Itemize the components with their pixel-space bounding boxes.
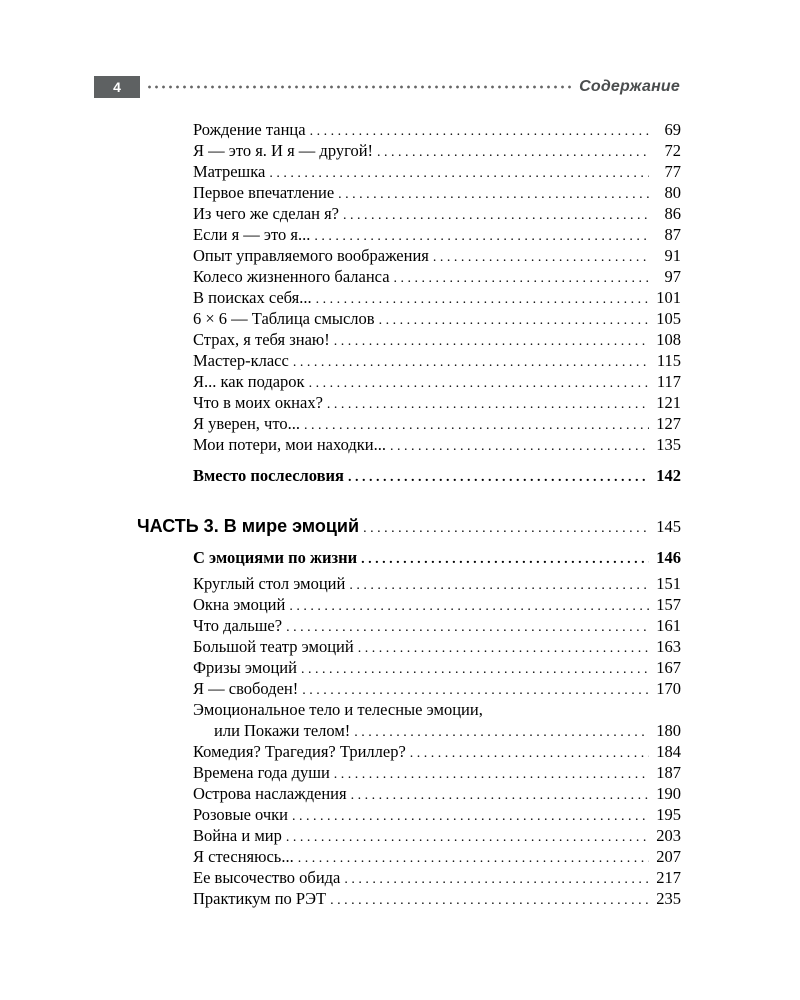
toc-entry-wrapped-line1[interactable]: Эмоциональное тело и телесные эмоции, [193, 700, 483, 719]
dot-leader [379, 310, 649, 331]
chapter-title: С эмоциями по жизни [193, 548, 358, 567]
toc-entry-title: Что дальше? [193, 616, 283, 635]
toc-entry-title: 6 × 6 — Таблица смыслов [193, 309, 375, 328]
toc-entry-title: Рождение танца [193, 120, 306, 139]
toc-entry-page: 115 [656, 351, 681, 370]
toc-entry-title: Вместо послесловия [193, 466, 344, 485]
dot-leader [302, 680, 649, 701]
toc-entry-title: Я стесняюсь... [193, 847, 294, 866]
dot-leader [390, 436, 649, 457]
toc-entry[interactable] [193, 140, 681, 161]
toc-entry-title: Я — свободен! [193, 679, 299, 698]
dot-leader [286, 617, 649, 638]
toc-entry[interactable] [193, 434, 681, 455]
toc-entry-page: 146 [656, 548, 681, 567]
toc-entry[interactable] [193, 161, 681, 182]
toc-entry[interactable] [193, 678, 681, 699]
toc-entry[interactable] [193, 804, 681, 825]
toc-entry[interactable] [193, 287, 681, 308]
toc-entry-title: Война и мир [193, 826, 282, 845]
toc-entry[interactable] [193, 329, 681, 350]
running-header [94, 76, 680, 98]
toc-entry-page: 80 [664, 183, 681, 202]
toc-entry-title: Я — это я. И я — другой! [193, 141, 374, 160]
toc-entry[interactable] [193, 308, 681, 329]
dot-leader [351, 785, 649, 806]
toc-entry-page: 72 [664, 141, 681, 160]
header-dot-leader [146, 84, 573, 90]
toc-entry-page: 180 [656, 721, 681, 740]
toc-part-heading[interactable] [137, 513, 681, 539]
dot-leader [310, 121, 649, 142]
dot-leader [433, 247, 649, 268]
toc-entry-page: 127 [656, 414, 681, 433]
dot-leader [394, 268, 649, 289]
toc-entry-title: Ее высочество обида [193, 868, 341, 887]
toc-entry-title: Окна эмоций [193, 595, 286, 614]
dot-leader [349, 575, 649, 596]
toc-entry[interactable] [193, 371, 681, 392]
dot-leader [361, 549, 649, 570]
toc-entry[interactable] [193, 350, 681, 371]
toc-entry[interactable] [193, 594, 681, 615]
toc-entry-title: Я... как подарок [193, 372, 305, 391]
toc-entry[interactable] [193, 203, 681, 224]
dot-leader [289, 596, 649, 617]
part-title: ЧАСТЬ 3. В мире эмоций [137, 516, 360, 536]
toc-entry-page: 145 [656, 517, 681, 536]
toc-entry-page: 195 [656, 805, 681, 824]
toc-entry-title: Опыт управляемого воображения [193, 246, 429, 265]
toc-entry-title: Первое впечатление [193, 183, 335, 202]
toc-entry[interactable] [193, 846, 681, 867]
toc-entry-page: 77 [664, 162, 681, 181]
dot-leader [334, 331, 649, 352]
dot-leader [304, 415, 649, 436]
dot-leader [301, 659, 649, 680]
dot-leader [314, 226, 649, 247]
toc-entry-title: Если я — это я... [193, 225, 311, 244]
toc-entry[interactable] [193, 783, 681, 804]
toc-entry[interactable] [193, 119, 681, 140]
toc-entry-title: или Покажи телом! [214, 721, 351, 740]
toc-entry-afterword[interactable] [193, 465, 681, 486]
toc-entry-title: Фризы эмоций [193, 658, 297, 677]
toc-entry-title: Комедия? Трагедия? Триллер? [193, 742, 406, 761]
toc-entry-page: 190 [656, 784, 681, 803]
dot-leader [292, 806, 649, 827]
toc-entry[interactable] [193, 825, 681, 846]
toc-entry-page: 167 [656, 658, 681, 677]
toc-entry-page: 97 [664, 267, 681, 286]
toc-entry-page: 157 [656, 595, 681, 614]
toc-entry[interactable] [193, 573, 681, 594]
toc-entry-title: Мастер-класс [193, 351, 289, 370]
toc-entry-title: Розовые очки [193, 805, 288, 824]
toc-entry-page: 203 [656, 826, 681, 845]
toc-entry-title: Я уверен, что... [193, 414, 300, 433]
toc-chapter-heading[interactable] [193, 547, 681, 568]
section-title: Содержание [579, 78, 680, 95]
dot-leader [269, 163, 649, 184]
toc-entry-page: 235 [656, 889, 681, 908]
toc-entry-page: 108 [656, 330, 681, 349]
toc-entry[interactable] [193, 182, 681, 203]
dot-leader [344, 869, 649, 890]
toc-entry-page: 101 [656, 288, 681, 307]
toc-entry-page: 117 [656, 372, 681, 391]
toc-entry[interactable] [193, 413, 681, 434]
dot-leader [334, 764, 649, 785]
toc-entry-page: 86 [664, 204, 681, 223]
toc-entry-page: 87 [664, 225, 681, 244]
dot-leader [358, 638, 649, 659]
toc-entry-page: 69 [664, 120, 681, 139]
toc-entry-title: Колесо жизненного баланса [193, 267, 390, 286]
toc-entry[interactable] [193, 867, 681, 888]
dot-leader [286, 827, 649, 848]
toc-entry[interactable] [193, 245, 681, 266]
toc-entry[interactable] [193, 266, 681, 287]
toc-entry-title: Из чего же сделан я? [193, 204, 340, 223]
toc-entry-title: Матрешка [193, 162, 266, 181]
dot-leader [330, 890, 649, 911]
dot-leader [410, 743, 649, 764]
toc-entry-title: Острова наслаждения [193, 784, 347, 803]
toc-entry-page: 217 [656, 868, 681, 887]
dot-leader [348, 467, 649, 488]
dot-leader [293, 352, 649, 373]
toc-entry-title: Что в моих окнах? [193, 393, 323, 412]
toc-entry-page: 121 [656, 393, 681, 412]
toc-entry[interactable] [193, 741, 681, 762]
toc-entry-title: Большой театр эмоций [193, 637, 354, 656]
toc-entry-page: 142 [656, 466, 681, 485]
toc-entry-page: 170 [656, 679, 681, 698]
dot-leader [298, 848, 649, 869]
toc-entry-title: Мои потери, мои находки... [193, 435, 387, 454]
toc-entry-page: 135 [656, 435, 681, 454]
toc-entry[interactable] [193, 636, 681, 657]
toc-entry-page: 91 [664, 246, 681, 265]
toc-entry-title: В поисках себя... [193, 288, 312, 307]
toc-entry-page: 105 [656, 309, 681, 328]
dot-leader [343, 205, 649, 226]
dot-leader [316, 289, 649, 310]
toc-entry-title: Времена года души [193, 763, 330, 782]
toc-entry-page: 163 [656, 637, 681, 656]
toc-entry[interactable] [193, 615, 681, 636]
dot-leader [363, 516, 649, 542]
toc-entry-page: 207 [656, 847, 681, 866]
dot-leader [377, 142, 649, 163]
toc-entry-title: Страх, я тебя знаю! [193, 330, 330, 349]
toc-entry[interactable] [193, 888, 681, 909]
toc-entry-page: 184 [656, 742, 681, 761]
dot-leader [338, 184, 649, 205]
toc-entry[interactable] [193, 762, 681, 783]
toc-entry-wrapped[interactable] [214, 720, 681, 741]
toc-entry[interactable] [193, 224, 681, 245]
toc-entry-title: Практикум по РЭТ [193, 889, 327, 908]
toc-entry-page: 187 [656, 763, 681, 782]
dot-leader [354, 722, 649, 743]
toc-entry-title: Круглый стол эмоций [193, 574, 346, 593]
page-number: 4 [94, 76, 140, 98]
dot-leader [309, 373, 649, 394]
toc-entry-page: 151 [656, 574, 681, 593]
toc-entry[interactable] [193, 392, 681, 413]
dot-leader [327, 394, 649, 415]
toc-entry-page: 161 [656, 616, 681, 635]
toc-entry[interactable] [193, 657, 681, 678]
